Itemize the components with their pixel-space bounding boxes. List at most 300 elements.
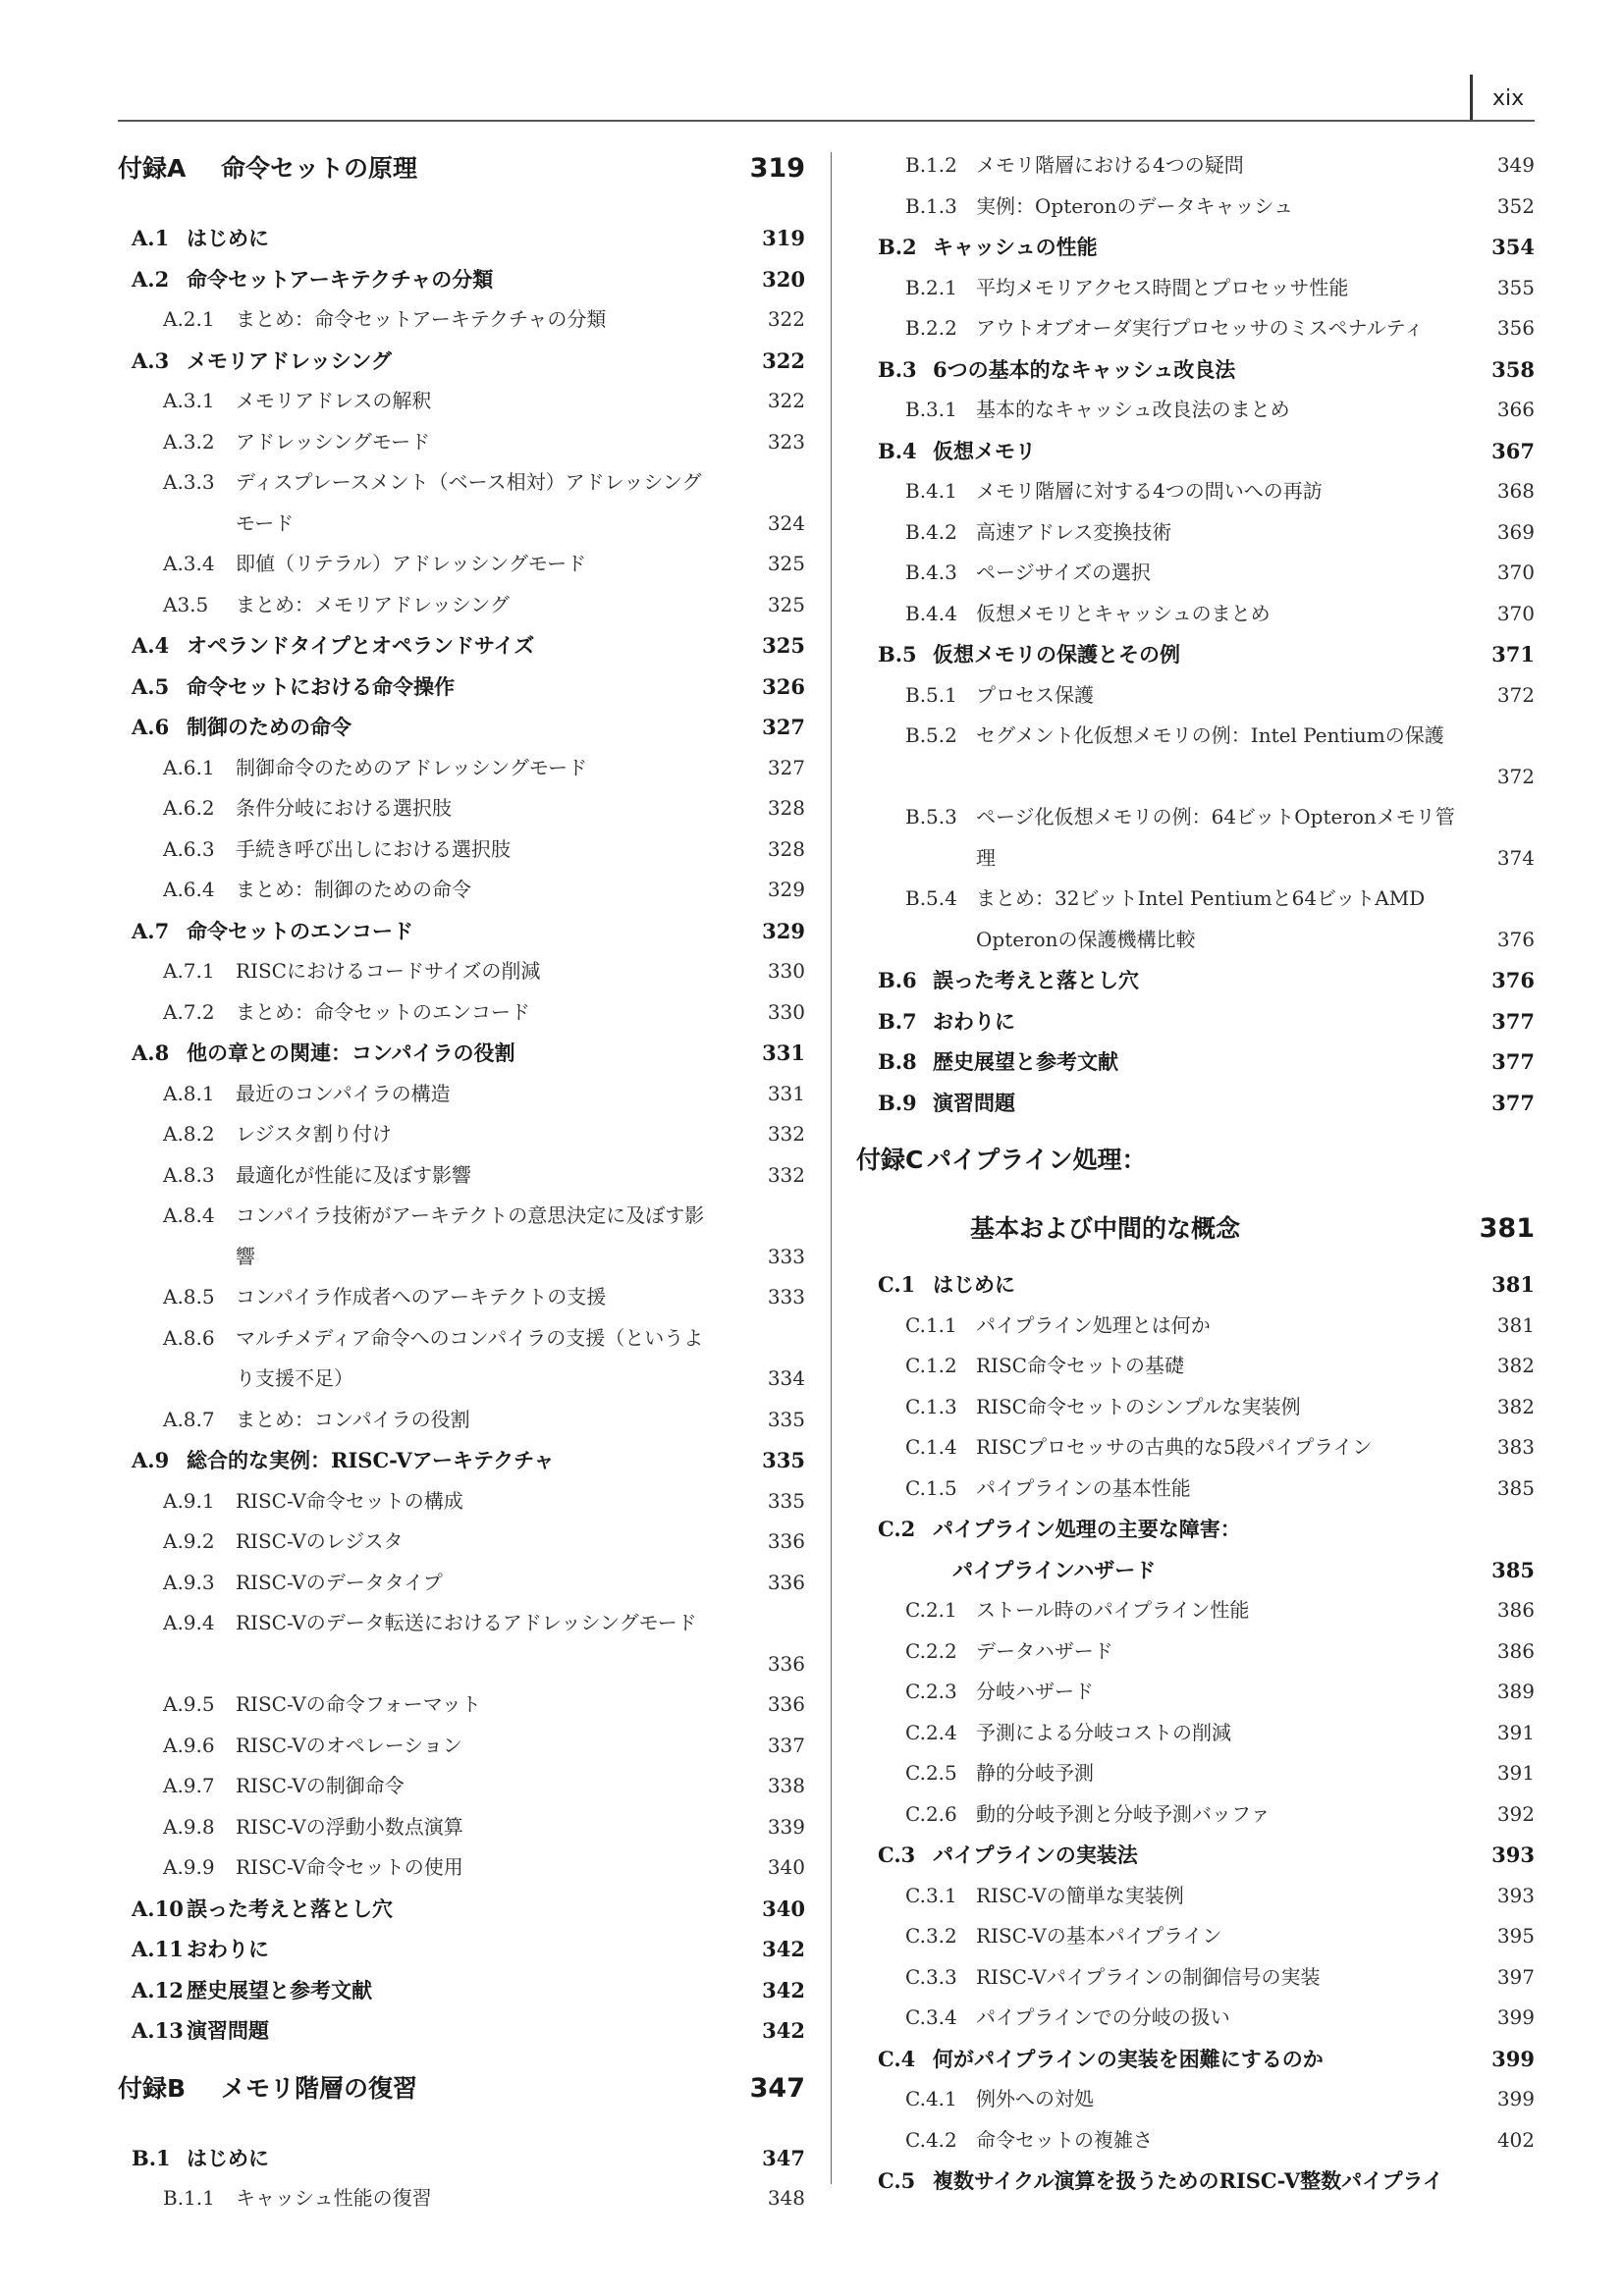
- toc-entry-page: 325: [762, 633, 805, 658]
- toc-entry-page: 397: [1496, 1965, 1535, 1989]
- toc-entry-number: A.3.1: [163, 389, 215, 412]
- toc-entry-title: まとめ：命令セットアーキテクチャの分類: [236, 307, 607, 331]
- toc-entry-title: RISC-Vパイプラインの制御信号の実装: [976, 1965, 1321, 1989]
- toc-entry: [118, 1847, 805, 1888]
- toc-entry-number: C.3.2: [905, 1924, 957, 1948]
- toc-entry-number: C.5: [878, 2168, 916, 2193]
- toc-entry-number: A.6.3: [163, 837, 215, 861]
- toc-entry-title: RISC-Vのデータタイプ: [236, 1571, 443, 1594]
- toc-entry-number: A.9.8: [163, 1815, 215, 1839]
- toc-entry-number: A.9.5: [163, 1692, 215, 1716]
- toc-entry-title: 例外への対処: [976, 2087, 1094, 2110]
- toc-entry-title: RISC-Vのレジスタ: [236, 1529, 404, 1553]
- toc-entry-page: 393: [1496, 1884, 1535, 1907]
- toc-entry-number: A.2.1: [163, 307, 215, 331]
- toc-entry-number: B.3.1: [905, 398, 957, 421]
- toc-entry: [118, 1237, 805, 1277]
- toc-entry: [856, 2161, 1535, 2201]
- toc-entry-number: B.2.1: [905, 276, 957, 299]
- toc-entry-title: 何がパイプラインの実装を困難にするのか: [933, 2047, 1324, 2071]
- toc-entry-title: パイプラインの基本性能: [976, 1476, 1191, 1500]
- toc-entry-title: 仮想メモリ: [933, 439, 1036, 463]
- toc-entry-title: はじめに: [933, 1272, 1015, 1297]
- toc-entry: [856, 1957, 1535, 1998]
- toc-entry-number: B.1.1: [163, 2186, 215, 2210]
- toc-entry: [856, 1753, 1535, 1793]
- toc-entry-title: ページ化仮想メモリの例：64ビットOpteronメモリ管: [976, 805, 1455, 828]
- toc-entry: [118, 341, 805, 381]
- toc-entry: [118, 462, 805, 503]
- toc-entry-number: C.2.2: [905, 1639, 957, 1663]
- toc-entry-number: A.11: [132, 1937, 184, 1961]
- toc-entry-title: 命令セットの原理: [221, 154, 418, 183]
- toc-entry-number: A.3.4: [163, 552, 215, 575]
- toc-entry-title: ページサイズの選択: [976, 561, 1151, 584]
- toc-entry: [856, 268, 1535, 308]
- toc-entry: [118, 2065, 805, 2112]
- toc-entry: [856, 1346, 1535, 1386]
- toc-entry-title: メモリ階層における4つの疑問: [976, 153, 1244, 177]
- toc-entry-page: 325: [767, 593, 805, 616]
- toc-entry-title: メモリ階層に対する4つの問いへの再訪: [976, 479, 1323, 503]
- toc-entry-title: 即値（リテラル）アドレッシングモード: [236, 552, 587, 575]
- toc-entry: [118, 1563, 805, 1603]
- toc-entry-title: RISCにおけるコードサイズの削減: [236, 959, 541, 983]
- toc-entry-title: 命令セットのエンコード: [187, 919, 413, 943]
- toc-entry-page: 382: [1496, 1395, 1535, 1418]
- toc-entry: [118, 1359, 805, 1399]
- toc-entry: [856, 1672, 1535, 1712]
- toc-entry: [118, 1644, 805, 1684]
- toc-entry-page: 319: [749, 153, 805, 184]
- toc-entry-page: 399: [1496, 2005, 1535, 2029]
- toc-entry-title: 制御命令のためのアドレッシングモード: [236, 756, 588, 779]
- toc-entry-page: 386: [1496, 1639, 1535, 1663]
- toc-entry: [118, 422, 805, 462]
- toc-entry-page: 327: [767, 756, 805, 779]
- toc-entry: [856, 1631, 1535, 1672]
- toc-entry: [118, 667, 805, 707]
- toc-entry: [856, 227, 1535, 267]
- toc-entry: [118, 544, 805, 584]
- toc-entry: [118, 1074, 805, 1114]
- toc-entry-number: C.1.5: [905, 1476, 957, 1500]
- toc-entry: [856, 1083, 1535, 1123]
- toc-entry-number: C.2.3: [905, 1680, 957, 1703]
- toc-entry-title: コンパイラ作成者へのアーキテクトの支援: [236, 1285, 607, 1308]
- toc-entry-page: 385: [1491, 1558, 1535, 1582]
- toc-entry: [856, 920, 1535, 960]
- toc-entry-title: 演習問題: [933, 1091, 1015, 1115]
- toc-entry-title: まとめ：コンパイラの役割: [236, 1408, 470, 1431]
- toc-entry-page: 383: [1496, 1435, 1535, 1459]
- toc-entry-title: RISC-Vの基本パイプライン: [976, 1924, 1222, 1948]
- toc-entry-page: 382: [1496, 1354, 1535, 1377]
- toc-entry-page: 322: [767, 389, 805, 412]
- toc-entry: [118, 2138, 805, 2178]
- toc-entry-page: 368: [1496, 479, 1535, 503]
- toc-entry-number: A.3.2: [163, 430, 215, 454]
- toc-entry-title: キャッシュの性能: [933, 235, 1098, 259]
- toc-entry-number: A.3.3: [163, 470, 215, 494]
- toc-entry: [118, 625, 805, 666]
- toc-entry-title: 命令セットの複雑さ: [976, 2128, 1153, 2152]
- page-number: xix: [1492, 86, 1525, 111]
- toc-entry-title: 条件分岐における選択肢: [236, 796, 452, 820]
- toc-entry-number: A.8.6: [163, 1326, 215, 1350]
- toc-entry-number: B.2.2: [905, 316, 957, 340]
- toc-entry-number: C.2.5: [905, 1761, 957, 1785]
- toc-entry-number: A.9.6: [163, 1734, 215, 1757]
- toc-entry-number: A.9.1: [163, 1489, 215, 1513]
- toc-entry-page: 333: [767, 1245, 805, 1268]
- toc-entry-title: 平均メモリアクセス時間とプロセッサ性能: [976, 276, 1349, 299]
- header-rule: [118, 120, 1535, 122]
- toc-entry-number: B.5.4: [905, 886, 957, 910]
- toc-entry: [856, 1001, 1535, 1041]
- toc-entry-page: 336: [767, 1571, 805, 1594]
- toc-entry-number: C.4.1: [905, 2087, 957, 2110]
- toc-entry: [856, 431, 1535, 471]
- toc-entry-page: 347: [762, 2146, 805, 2170]
- toc-entry: [118, 1889, 805, 1929]
- toc-entry-page: 393: [1491, 1842, 1535, 1867]
- toc-entry-page: 391: [1496, 1761, 1535, 1785]
- toc-entry-number: A.8.4: [163, 1203, 215, 1227]
- toc-entry-title: モード: [236, 511, 295, 535]
- toc-entry-page: 369: [1496, 520, 1535, 544]
- toc-entry-number: B.1: [132, 2146, 171, 2170]
- toc-entry: [118, 299, 805, 340]
- toc-entry: [856, 1590, 1535, 1630]
- toc-entry-number: B.5.1: [905, 683, 957, 707]
- toc-entry-number: A.9: [132, 1448, 170, 1472]
- toc-entry-number: C.1.3: [905, 1395, 957, 1418]
- toc-entry-number: A.7.2: [163, 1000, 215, 1024]
- toc-entry: [856, 1713, 1535, 1753]
- toc-entry: [856, 1468, 1535, 1509]
- toc-entry: [118, 1318, 805, 1359]
- toc-entry-page: 377: [1491, 1009, 1535, 1034]
- toc-entry-title: はじめに: [187, 226, 269, 250]
- toc-entry: [856, 1550, 1535, 1590]
- toc-entry-page: 338: [767, 1774, 805, 1797]
- toc-entry-page: 348: [767, 2186, 805, 2210]
- toc-entry-number: A.8.3: [163, 1163, 215, 1187]
- toc-entry: [118, 1400, 805, 1440]
- toc-entry-page: 354: [1491, 235, 1535, 259]
- toc-entry: [118, 2010, 805, 2051]
- toc-entry-number: B.4.1: [905, 479, 957, 503]
- toc-entry-page: 323: [767, 430, 805, 454]
- toc-entry-title: 誤った考えと落とし穴: [933, 968, 1139, 992]
- toc-entry-title: 分岐ハザード: [976, 1680, 1094, 1703]
- toc-entry: [856, 2120, 1535, 2161]
- toc-entry-number: A.8.2: [163, 1122, 215, 1146]
- toc-entry-page: 342: [762, 1937, 805, 1961]
- toc-entry-title: はじめに: [187, 2146, 269, 2170]
- toc-entry-number: B.1.3: [905, 194, 957, 218]
- toc-entry-page: 327: [762, 715, 805, 739]
- toc-entry: [856, 1137, 1535, 1184]
- toc-entry: [856, 675, 1535, 716]
- toc-entry: [856, 145, 1535, 186]
- toc-entry-page: 329: [767, 878, 805, 901]
- toc-entry-number: B.1.2: [905, 153, 957, 177]
- toc-entry-title: レジスタ割り付け: [236, 1122, 392, 1146]
- toc-entry-title: 最近のコンパイラの構造: [236, 1082, 451, 1105]
- toc-entry-page: 336: [767, 1652, 805, 1676]
- toc-entry-title: 響: [236, 1245, 255, 1268]
- toc-entry-page: 330: [767, 959, 805, 983]
- toc-entry-number: A.2: [132, 267, 170, 292]
- toc-entry-title: セグメント化仮想メモリの例：Intel Pentiumの保護: [976, 723, 1444, 747]
- toc-entry: [856, 1264, 1535, 1305]
- toc-entry-title: おわりに: [187, 1937, 269, 1961]
- toc-entry-number: 付録C: [856, 1146, 924, 1174]
- toc-entry: [118, 870, 805, 910]
- toc-entry-page: 352: [1496, 194, 1535, 218]
- toc-entry-page: 355: [1496, 276, 1535, 299]
- toc-entry-page: 336: [767, 1529, 805, 1553]
- toc-entry: [856, 757, 1535, 797]
- toc-entry-title: パイプラインハザード: [952, 1558, 1157, 1582]
- toc-entry-title: 理: [976, 846, 996, 870]
- toc-entry-title: 基本および中間的な概念: [970, 1214, 1241, 1243]
- toc-entry: [856, 187, 1535, 227]
- toc-entry-page: 358: [1491, 357, 1535, 382]
- toc-entry-page: 334: [767, 1366, 805, 1390]
- toc-entry-number: A.8.7: [163, 1408, 215, 1431]
- toc-entry: [856, 879, 1535, 919]
- toc-entry-number: A.8.5: [163, 1285, 215, 1308]
- toc-entry-page: 372: [1496, 765, 1535, 788]
- toc-entry: [118, 145, 805, 192]
- toc-entry-title: ストール時のパイプライン性能: [976, 1598, 1250, 1622]
- toc-entry-title: 複数サイクル演算を扱うためのRISC-V整数パイプライ: [933, 2168, 1443, 2193]
- toc-entry: [856, 960, 1535, 1000]
- toc-entry: [118, 218, 805, 258]
- toc-entry: [856, 1306, 1535, 1346]
- toc-entry: [856, 390, 1535, 430]
- toc-entry-page: 333: [767, 1285, 805, 1308]
- toc-entry-page: 335: [767, 1489, 805, 1513]
- toc-entry-title: り支援不足）: [236, 1366, 353, 1390]
- toc-entry: [118, 1196, 805, 1236]
- toc-entry-page: 366: [1496, 398, 1535, 421]
- toc-entry-title: パイプライン処理の主要な障害：: [933, 1517, 1241, 1541]
- toc-entry-page: 381: [1479, 1213, 1535, 1244]
- toc-entry-title: メモリアドレッシング: [187, 348, 392, 373]
- toc-entry: [856, 2039, 1535, 2079]
- toc-entry-number: A.9.9: [163, 1855, 215, 1879]
- toc-entry: [856, 797, 1535, 837]
- toc-entry-page: 335: [762, 1448, 805, 1472]
- toc-entry: [856, 553, 1535, 593]
- toc-entry-number: A.3: [132, 348, 170, 373]
- toc-entry-number: C.1: [878, 1272, 916, 1297]
- toc-entry-number: A.7.1: [163, 959, 215, 983]
- toc-entry-number: B.5: [878, 642, 917, 667]
- toc-entry-title: おわりに: [933, 1009, 1015, 1034]
- toc-entry: [118, 1684, 805, 1725]
- toc-entry-page: 332: [767, 1122, 805, 1146]
- toc-entry-page: 336: [767, 1692, 805, 1716]
- toc-entry: [118, 707, 805, 747]
- toc-entry-title: RISCプロセッサの古典的な5段パイプライン: [976, 1435, 1373, 1459]
- toc-entry-number: A.7: [132, 919, 170, 943]
- toc-entry-page: 395: [1496, 1924, 1535, 1948]
- toc-entry: [118, 1807, 805, 1847]
- toc-entry-number: A.1: [132, 226, 170, 250]
- toc-entry-title: RISC命令セットの基礎: [976, 1354, 1184, 1377]
- toc-entry-number: A.8: [132, 1041, 170, 1065]
- toc-entry: [118, 1603, 805, 1643]
- toc-entry-title: メモリアドレスの解釈: [236, 389, 432, 412]
- toc-entry-number: B.4.3: [905, 561, 957, 584]
- toc-entry-number: A.4: [132, 633, 170, 658]
- toc-entry-title: パイプライン処理：: [927, 1146, 1147, 1174]
- toc-entry: [856, 1509, 1535, 1549]
- toc-entry-title: 命令セットにおける命令操作: [187, 674, 455, 699]
- toc-entry: [118, 992, 805, 1033]
- toc-entry: [856, 1427, 1535, 1468]
- toc-entry-title: まとめ：制御のための命令: [236, 878, 471, 901]
- toc-entry: [118, 1155, 805, 1196]
- toc-entry-page: 342: [762, 1978, 805, 2002]
- toc-entry-title: RISC-V命令セットの構成: [236, 1489, 463, 1513]
- toc-entry-title: RISC命令セットのシンプルな実装例: [976, 1395, 1301, 1418]
- toc-entry-title: 基本的なキャッシュ改良法のまとめ: [976, 398, 1290, 421]
- toc-entry-page: 376: [1496, 928, 1535, 951]
- toc-entry-number: C.2.6: [905, 1802, 957, 1826]
- toc-entry-page: 320: [762, 267, 805, 292]
- toc-entry-page: 371: [1491, 642, 1535, 667]
- toc-entry-number: 付録A: [118, 154, 187, 183]
- toc-entry: [118, 504, 805, 544]
- toc-entry-page: 349: [1496, 153, 1535, 177]
- toc-entry-number: A.9.3: [163, 1571, 215, 1594]
- toc-entry-number: B.7: [878, 1009, 917, 1034]
- toc-entry-title: パイプライン処理とは何か: [976, 1313, 1211, 1337]
- toc-entry: [118, 788, 805, 828]
- toc-entry: [118, 1114, 805, 1154]
- toc-entry-number: C.1.4: [905, 1435, 957, 1459]
- toc-entry-page: 324: [767, 511, 805, 535]
- toc-entry-page: 391: [1496, 1721, 1535, 1744]
- toc-entry-title: アウトオブオーダ実行プロセッサのミスペナルティ: [976, 316, 1424, 340]
- toc-entry-page: 329: [762, 919, 805, 943]
- toc-entry-title: ディスプレースメント（ベース相対）アドレッシング: [236, 470, 702, 494]
- toc-entry-number: C.4.2: [905, 2128, 957, 2152]
- toc-entry-title: アドレッシングモード: [236, 430, 431, 454]
- toc-entry-page: 381: [1491, 1272, 1535, 1297]
- toc-entry-number: A.6.2: [163, 796, 215, 820]
- toc-entry-number: B.4: [878, 439, 917, 463]
- toc-entry-page: 331: [762, 1041, 805, 1065]
- toc-entry-title: 歴史展望と参考文献: [187, 1978, 372, 2002]
- toc-entry-number: B.5.3: [905, 805, 957, 828]
- toc-entry-page: 325: [767, 552, 805, 575]
- toc-entry-title: 総合的な実例：RISC-Vアーキテクチャ: [187, 1448, 555, 1472]
- toc-entry-page: 335: [767, 1408, 805, 1431]
- toc-entry-page: 328: [767, 837, 805, 861]
- toc-entry-page: 326: [762, 674, 805, 699]
- toc-entry-page: 370: [1496, 561, 1535, 584]
- toc-entry-title: RISC-Vの簡単な実装例: [976, 1884, 1184, 1907]
- toc-entry: [118, 1277, 805, 1317]
- toc-entry-title: オペランドタイプとオペランドサイズ: [187, 633, 535, 658]
- toc-entry-page: 399: [1491, 2047, 1535, 2071]
- toc-entry-page: 328: [767, 796, 805, 820]
- toc-entry-title: データハザード: [976, 1639, 1113, 1663]
- toc-entry-page: 385: [1496, 1476, 1535, 1500]
- header-tick-mark: [1470, 75, 1473, 122]
- toc-entry-number: B.6: [878, 968, 917, 992]
- toc-entry-title: コンパイラ技術がアーキテクトの意思決定に及ぼす影: [236, 1203, 705, 1227]
- toc-entry-number: B.8: [878, 1049, 917, 1074]
- toc-entry: [118, 1929, 805, 1969]
- toc-entry-page: 374: [1496, 846, 1535, 870]
- toc-entry-title: 歴史展望と参考文献: [933, 1049, 1118, 1074]
- toc-entry: [118, 585, 805, 625]
- toc-entry: [118, 911, 805, 951]
- toc-entry: [118, 381, 805, 421]
- toc-entry-title: RISC-Vのデータ転送におけるアドレッシングモード: [236, 1611, 697, 1634]
- toc-entry-page: 340: [762, 1896, 805, 1921]
- toc-entry-page: 381: [1496, 1313, 1535, 1337]
- toc-entry-page: 356: [1496, 316, 1535, 340]
- toc-entry-number: C.2.4: [905, 1721, 957, 1744]
- toc-entry-number: C.4: [878, 2047, 916, 2071]
- toc-entry-title: メモリ階層の復習: [221, 2074, 418, 2103]
- toc-entry-number: A.9.7: [163, 1774, 215, 1797]
- toc-entry-number: B.4.4: [905, 602, 957, 625]
- toc-entry: [856, 716, 1535, 756]
- column-divider: [831, 152, 832, 2184]
- toc-entry-number: A.13: [132, 2018, 184, 2043]
- toc-entry-page: 392: [1496, 1802, 1535, 1826]
- toc-entry-number: B.9: [878, 1091, 917, 1115]
- toc-entry-number: A.6.1: [163, 756, 215, 779]
- toc-entry-title: 予測による分岐コストの削減: [976, 1721, 1231, 1744]
- toc-entry-page: 377: [1491, 1049, 1535, 1074]
- toc-entry-number: B.4.2: [905, 520, 957, 544]
- toc-entry-page: 319: [762, 226, 805, 250]
- toc-entry-title: 高速アドレス変換技術: [976, 520, 1172, 544]
- toc-entry: [856, 1794, 1535, 1835]
- toc-entry-page: 402: [1496, 2128, 1535, 2152]
- toc-entry-title: まとめ：32ビットIntel Pentiumと64ビットAMD: [976, 886, 1426, 910]
- toc-entry: [856, 1876, 1535, 1916]
- toc-entry-number: A.5: [132, 674, 170, 699]
- toc-entry-title: マルチメディア命令へのコンパイラの支援（というよ: [236, 1326, 704, 1350]
- toc-entry-title: パイプラインでの分岐の扱い: [976, 2005, 1230, 2029]
- toc-entry-title: 誤った考えと落とし穴: [187, 1896, 393, 1921]
- toc-entry-page: 376: [1491, 968, 1535, 992]
- toc-entry-title: まとめ：メモリアドレッシング: [236, 593, 510, 616]
- toc-entry-number: C.3.1: [905, 1884, 957, 1907]
- toc-entry-title: RISC-Vのオペレーション: [236, 1734, 462, 1757]
- toc-entry: [118, 1726, 805, 1766]
- toc-entry-page: 331: [767, 1082, 805, 1105]
- toc-entry-number: A3.5: [163, 593, 209, 616]
- toc-entry-title: キャッシュ性能の復習: [236, 2186, 432, 2210]
- toc-entry-page: 322: [767, 307, 805, 331]
- toc-entry: [856, 1387, 1535, 1427]
- toc-entry: [118, 1766, 805, 1806]
- toc-entry: [118, 1033, 805, 1073]
